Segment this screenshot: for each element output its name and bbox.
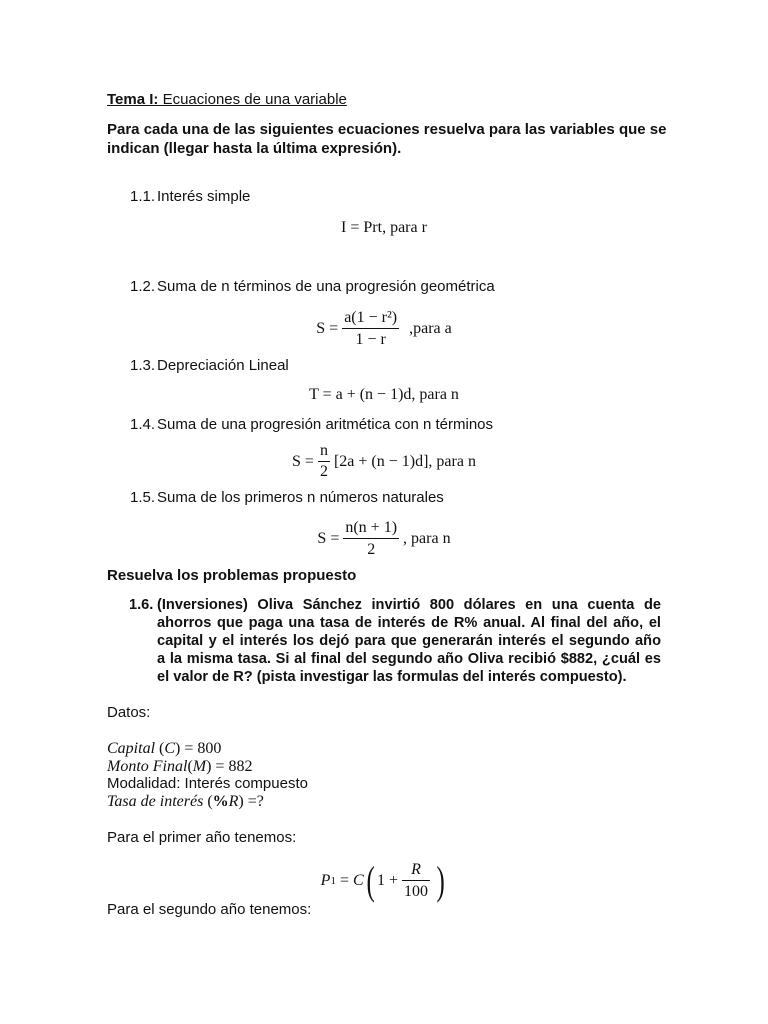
formula-tail: ,para a xyxy=(409,319,452,337)
data-capital xyxy=(107,740,221,758)
formula-lhs: S = xyxy=(292,452,314,470)
data-value: = 882 xyxy=(215,758,253,775)
exercise-title: Interés simple xyxy=(157,188,251,205)
problem-line: a la misma tasa. Si al final del segundo año Oliva recibió $882, ¿cuál es xyxy=(157,651,661,667)
formula-arithmetic-sum xyxy=(0,441,768,482)
exercise-number: 1.2. xyxy=(130,278,156,295)
topic-label: Tema I: xyxy=(107,91,159,108)
formula-lhs: P xyxy=(320,871,331,889)
fraction xyxy=(318,441,330,482)
data-label: Capital xyxy=(107,740,156,757)
equals-sign: = xyxy=(339,871,349,889)
formula-geometric-sum xyxy=(0,307,768,350)
data-value: =? xyxy=(247,793,264,810)
percent-sign: % xyxy=(212,793,229,810)
exercise-title: Suma de los primeros n números naturales xyxy=(157,489,444,506)
exercise-title: Suma de n términos de una progresión geométrica xyxy=(157,278,495,295)
fraction xyxy=(342,307,399,350)
formula-lhs: S = xyxy=(316,319,339,337)
exercise-number: 1.3. xyxy=(130,357,156,374)
paren-open: ( xyxy=(207,793,213,810)
formula-natural-sum xyxy=(0,517,768,560)
exercise-item xyxy=(130,357,289,375)
exercise-title: Depreciación Lineal xyxy=(157,357,289,374)
first-year-text: Para el primer año tenemos: xyxy=(107,829,297,846)
data-monto xyxy=(107,758,252,776)
data-variable: R xyxy=(228,793,239,810)
formula-lhs: S = xyxy=(317,529,340,547)
formula-first-year xyxy=(0,859,768,902)
problem-line: el valor de R? (pista investigar las formulas del interés compuesto). xyxy=(157,669,627,685)
data-variable: M xyxy=(192,758,207,775)
paren-close: ) xyxy=(206,758,212,775)
paren-open: ( xyxy=(159,740,165,757)
problems-heading: Resuelva los problemas propuesto xyxy=(107,567,357,584)
paren-open: ( xyxy=(366,857,375,903)
exercise-item xyxy=(130,489,444,507)
formula-simple-interest xyxy=(0,219,768,237)
paren-close: ) xyxy=(175,740,181,757)
fraction-denominator: 2 xyxy=(319,463,328,480)
exercise-number: 1.1. xyxy=(130,188,156,205)
problem-line: ahorros que paga una tasa de interés de R% anual. Al final del año, el xyxy=(157,615,661,631)
problem-text xyxy=(157,596,661,686)
fraction-numerator: n xyxy=(319,442,328,459)
data-heading: Datos: xyxy=(107,704,151,721)
instructions-paragraph: Para cada una de las siguientes ecuaciones resuelva para las variables que se indican (llegar hasta la última expresión). xyxy=(107,121,667,157)
fraction-denominator: 100 xyxy=(402,880,430,902)
paren-open: ( xyxy=(187,758,193,775)
topic-title: Ecuaciones de una variable xyxy=(162,91,347,108)
formula-linear-depreciation xyxy=(0,386,768,404)
paren-close: ) xyxy=(436,857,445,903)
formula-one-plus: 1 + xyxy=(376,871,398,889)
formula-subscript: 1 xyxy=(330,874,336,887)
data-label: Monto Final xyxy=(107,758,188,775)
exercise-number: 1.5. xyxy=(130,489,156,506)
data-value: = 800 xyxy=(184,740,222,757)
fraction xyxy=(343,517,399,560)
problem-number: 1.6. xyxy=(129,597,154,613)
problem-line: capital y el interés los dejó para que generarán interés el segundo año xyxy=(157,633,661,649)
fraction-numerator: a(1 − r²) xyxy=(344,309,398,326)
formula-tail: , para n xyxy=(403,529,451,547)
formula-capital-symbol: C xyxy=(352,871,364,889)
data-modalidad: Modalidad: Interés compuesto xyxy=(107,775,308,792)
formula-tail: [2a + (n − 1)d], para n xyxy=(333,452,476,470)
topic-heading xyxy=(107,91,347,109)
data-variable: C xyxy=(164,740,176,757)
fraction-numerator: n(n + 1) xyxy=(345,519,398,536)
formula-text: I = Prt, para r xyxy=(341,219,427,236)
exercise-item xyxy=(130,278,495,296)
formula-text: T = a + (n − 1)d, para n xyxy=(309,386,459,403)
fraction-numerator: R xyxy=(411,861,421,878)
fraction xyxy=(402,859,430,902)
fraction-denominator: 2 xyxy=(343,538,399,560)
exercise-title: Suma de una progresión aritmética con n términos xyxy=(157,416,494,433)
fraction-denominator: 1 − r xyxy=(342,328,399,350)
exercise-number: 1.4. xyxy=(130,416,156,433)
second-year-text: Para el segundo año tenemos: xyxy=(107,901,312,918)
exercise-item xyxy=(130,188,250,206)
exercise-item xyxy=(130,416,493,434)
paren-close: ) xyxy=(238,793,244,810)
problem-line: (Inversiones) Oliva Sánchez invirtió 800 dólares en una cuenta de xyxy=(157,597,661,613)
data-tasa xyxy=(107,793,264,811)
data-label: Tasa de interés xyxy=(107,793,204,810)
